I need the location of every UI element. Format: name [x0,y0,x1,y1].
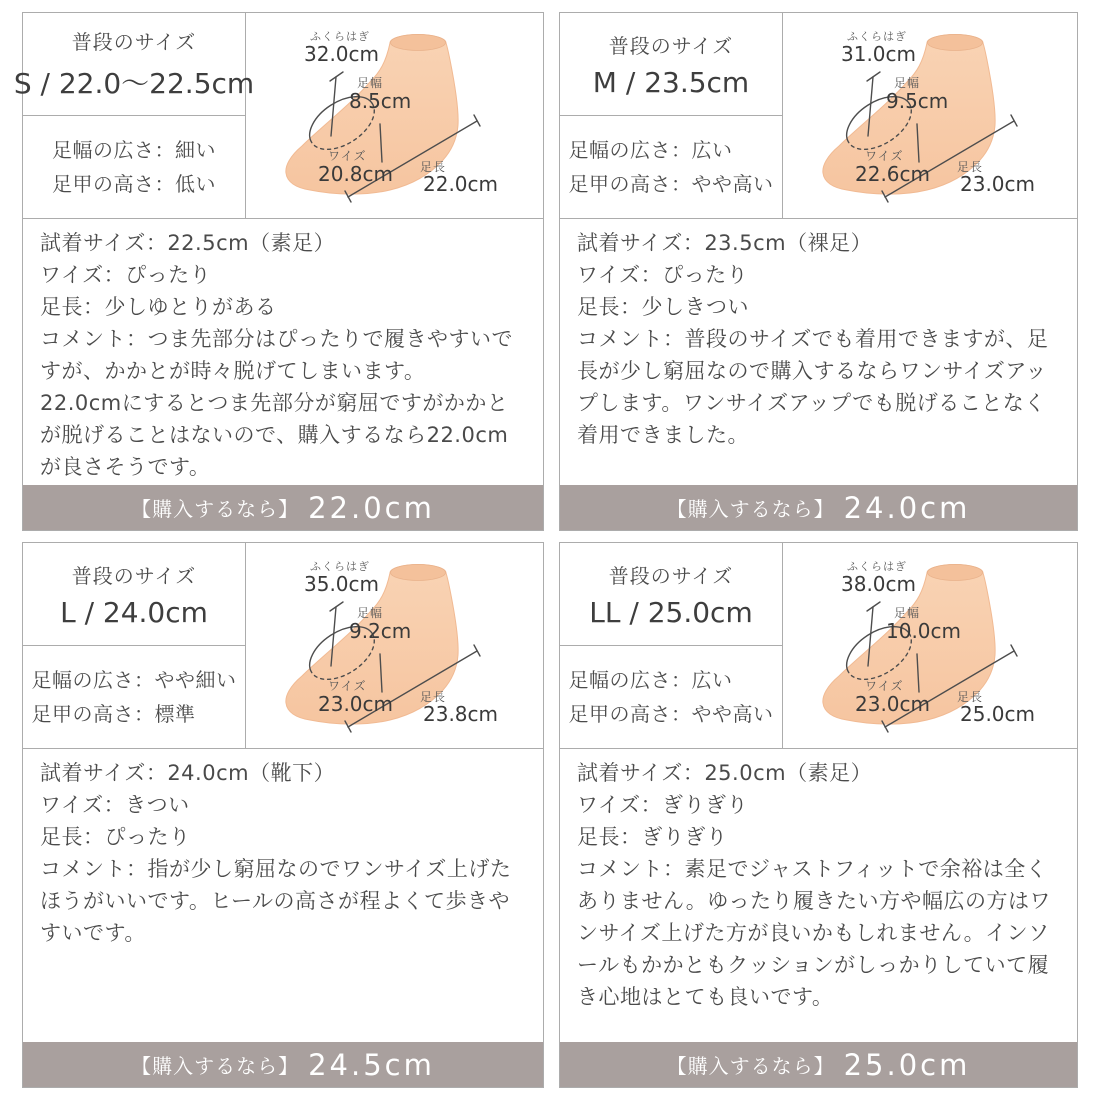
fitting-line: ワイズ：ぴったり [40,263,212,287]
size-panel-s [13,12,544,531]
foot-measurement-diagram [246,543,543,748]
usual-size-cell [560,13,782,116]
usual-size-value: L / 24.0cm [60,595,208,629]
purchase-label: 【購入するなら】 [666,497,835,521]
fitting-line: 試着サイズ：24.0cm（靴下） [40,761,336,785]
fitting-report [23,219,543,485]
usual-size-cell [23,543,245,646]
usual-size-label: 普段のサイズ [71,563,197,588]
recommended-size-value: 24.0cm [843,490,971,525]
recommended-size-bar [560,1042,1077,1087]
fitting-report [23,749,543,1042]
foot-measurement-diagram [246,13,543,218]
size-panel-m [559,12,1078,531]
girth-label: ワイズ [865,149,904,163]
foot-illustration [246,543,543,748]
size-panel-l [22,542,544,1088]
panel-header [560,13,1077,219]
foot-width-note: 足幅の広さ：広い [568,668,733,692]
foot-width-note: 足幅の広さ：細い [52,138,216,162]
girth-label: ワイズ [328,149,367,163]
foot-length-label: 足長 [957,160,984,174]
foot-notes-cell [560,116,782,218]
fitting-line: 足長：ぎりぎり [577,825,728,849]
panel-header-left [560,543,783,748]
usual-size-label: 普段のサイズ [608,563,734,588]
fitting-report [560,749,1077,1042]
foot-measurement-diagram [783,543,1077,748]
fitting-line: ワイズ：きつい [40,793,190,817]
calf-label: ふくらはぎ [310,560,370,573]
instep-height-note: 足甲の高さ：標準 [31,702,196,726]
girth-value: 20.8cm [318,162,394,186]
panel-header-left [13,13,255,218]
size-panel-ll [559,542,1078,1088]
calf-label: ふくらはぎ [310,30,370,43]
foot-width-value: 9.2cm [349,619,412,643]
girth-value: 23.0cm [855,692,931,716]
usual-size-label: 普段のサイズ [71,30,197,54]
foot-width-label: 足幅 [357,606,384,620]
foot-width-value: 9.5cm [886,89,949,113]
panel-header-left [560,13,783,218]
recommended-size-bar [23,1042,543,1087]
fitting-line: ワイズ：ぎりぎり [577,793,749,817]
fitting-line: 足長：ぴったり [40,825,191,849]
usual-size-cell [13,13,255,116]
calf-value: 38.0cm [841,572,917,596]
panel-header [560,543,1077,749]
calf-label: ふくらはぎ [847,560,907,573]
foot-width-value: 10.0cm [886,619,962,643]
size-panels-grid [13,12,1078,1088]
fitting-line: コメント：素足でジャストフィットで余裕は全くありません。ゆったり履きたい方や幅広の方はワンサイズ上げた方が良いかもしれません。インソールもかかともクッションがしっかりしていて履き心地はとても良いです。 [577,857,1052,1009]
purchase-label: 【購入するなら】 [666,1054,835,1078]
panel-header [13,13,543,219]
foot-length-value: 23.8cm [423,702,499,726]
fitting-line: 試着サイズ：22.5cm（素足） [40,231,336,255]
fitting-line: ワイズ：ぴったり [577,263,749,287]
foot-measurement-diagram [783,13,1077,218]
foot-width-note: 足幅の広さ：広い [568,138,733,162]
girth-value: 23.0cm [318,692,394,716]
calf-label: ふくらはぎ [847,30,907,43]
foot-notes-cell [560,646,782,748]
foot-length-value: 23.0cm [960,172,1036,196]
girth-label: ワイズ [328,679,367,693]
calf-value: 35.0cm [304,572,380,596]
foot-length-value: 25.0cm [960,702,1036,726]
fitting-line: コメント：つま先部分はぴったりで履きやすいですが、かかとが時々脱げてしまいます。 [40,327,513,383]
instep-height-note: 足甲の高さ：低い [52,172,216,196]
fitting-report [560,219,1077,485]
usual-size-label: 普段のサイズ [608,33,734,58]
usual-size-value: S / 22.0〜22.5cm [13,67,255,100]
recommended-size-value: 22.0cm [308,490,435,525]
foot-notes-cell [23,646,245,748]
recommended-size-bar [560,485,1077,530]
recommended-size-value: 24.5cm [308,1047,435,1082]
instep-height-note: 足甲の高さ：やや高い [568,172,774,196]
foot-width-label: 足幅 [894,76,921,90]
panel-header [23,543,543,749]
fitting-line: 試着サイズ：23.5cm（裸足） [577,231,873,255]
foot-width-value: 8.5cm [349,89,412,113]
foot-width-label: 足幅 [357,76,384,90]
fitting-line: コメント：指が少し窮屈なのでワンサイズ上げたほうがいいです。ヒールの高さが程よくて歩きやすいです。 [40,857,512,945]
foot-length-value: 22.0cm [423,172,499,196]
usual-size-cell [560,543,782,646]
foot-width-note: 足幅の広さ：やや細い [31,668,237,692]
purchase-label: 【購入するなら】 [131,497,300,521]
fitting-line: 足長：少しきつい [577,295,749,319]
recommended-size-bar [23,485,543,530]
fitting-line: 22.0cmにするとつま先部分が窮屈ですがかかとが脱げることはないので、購入するなら22.0cmが良さそうです。 [40,391,509,479]
girth-value: 22.6cm [855,162,931,186]
foot-width-label: 足幅 [894,606,921,620]
foot-illustration [246,13,543,218]
girth-label: ワイズ [865,679,904,693]
instep-height-note: 足甲の高さ：やや高い [568,702,774,726]
fitting-line: コメント：普段のサイズでも着用できますが、足長が少し窮屈なので購入するならワンサイズアップします。ワンサイズアップでも脱げることなく着用できました。 [577,327,1049,447]
fitting-line: 足長：少しゆとりがある [40,295,277,319]
calf-value: 31.0cm [841,42,917,66]
fitting-line: 試着サイズ：25.0cm（素足） [577,761,873,785]
foot-length-label: 足長 [957,690,984,704]
foot-length-label: 足長 [420,160,447,174]
foot-length-label: 足長 [420,690,447,704]
panel-header-left [23,543,246,748]
recommended-size-value: 25.0cm [843,1047,971,1082]
usual-size-value: M / 23.5cm [592,65,750,99]
calf-value: 32.0cm [304,42,380,66]
usual-size-value: LL / 25.0cm [589,595,753,629]
foot-notes-cell [23,116,245,218]
purchase-label: 【購入するなら】 [131,1054,300,1078]
